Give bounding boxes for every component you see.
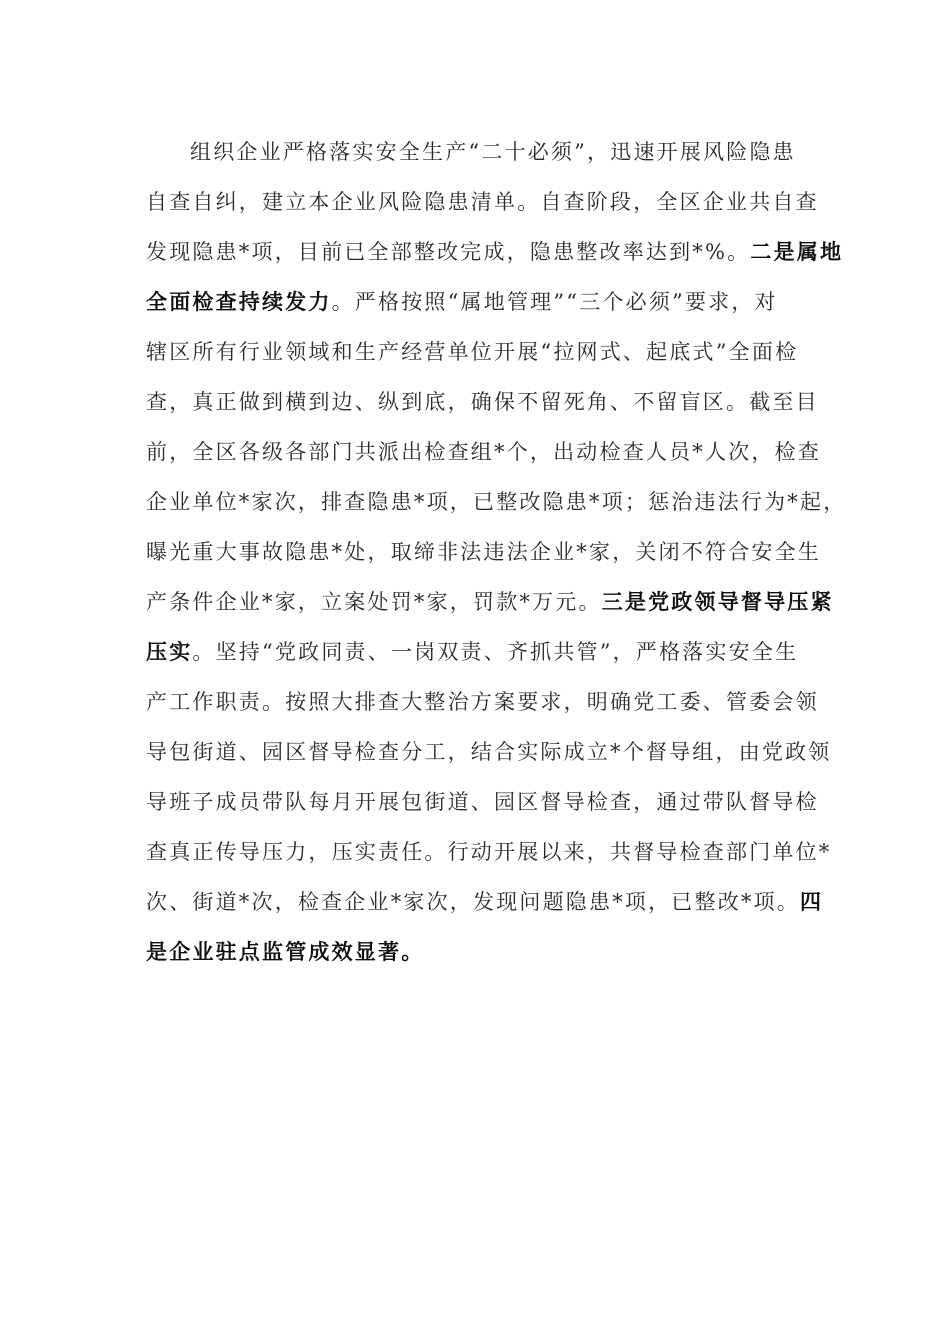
text-run: 前，全区各级各部门共派出检查组*个，出动检查人员*人次，检查 [146,440,821,464]
text-line [146,177,819,227]
text-run: 辖区所有行业领域和生产经营单位开展“拉网式、起底式”全面检 [146,340,799,364]
text-line [146,877,824,927]
bold-heading-run: 四 [800,889,824,914]
text-line [146,127,808,177]
body-paragraph [146,127,847,977]
text-run: 次、街道*次，检查企业*家次，发现问题隐患*项，已整改*项。 [146,890,800,914]
text-run: 曝光重大事故隐患*处，取缔非法违法企业*家，关闭不符合安全生 [146,540,821,564]
text-run: 查，真正做到横到边、纵到底，确保不留死角、不留盲区。截至目 [146,390,819,414]
text-line [146,527,821,577]
text-line [146,577,834,627]
text-line [146,677,819,727]
text-line [146,827,832,877]
bold-heading-run: 三是党政领导督导压紧 [601,589,834,614]
text-line [146,377,819,427]
text-line [146,277,808,327]
text-run: 发现隐患*项，目前已全部整改完成，隐患整改率达到*%。 [146,240,751,264]
text-run: 产工作职责。按照大排查大整治方案要求，明确党工委、管委会领 [146,690,819,714]
bold-heading-run: 压实 [146,639,193,664]
text-line [146,627,808,677]
text-run: 组织企业严格落实安全生产“二十必须”，迅速开展风险隐患 [190,140,796,164]
text-line [146,477,847,527]
bold-heading-run: 全面检查持续发力 [146,289,332,314]
text-run: 。坚持“党政同责、一岗双责、齐抓共管”，严格落实安全生 [192,640,799,664]
text-run: 产条件企业*家，立案处罚*家，罚款*万元。 [146,590,602,614]
text-line [146,927,808,977]
text-run: 查真正传导压力，压实责任。行动开展以来，共督导检查部门单位* [146,840,832,864]
text-line [146,227,844,277]
text-run: 导班子成员带队每月开展包街道、园区督导检查，通过带队督导检 [146,790,819,814]
text-run: 自查自纠，建立本企业风险隐患清单。自查阶段，全区企业共自查 [146,190,819,214]
text-run: 。严格按照“属地管理”“三个必须”要求，对 [331,290,778,314]
text-run: 企业单位*家次，排查隐患*项，已整改隐患*项；惩治违法行为*起， [146,490,847,514]
text-line [146,727,832,777]
text-line [146,427,821,477]
text-line [146,327,808,377]
bold-heading-run: 是企业驻点监管成效显著。 [146,939,425,964]
bold-heading-run: 二是属地 [750,239,844,264]
text-line [146,777,819,827]
text-run: 导包街道、园区督导检查分工，结合实际成立*个督导组，由党政领 [146,740,832,764]
